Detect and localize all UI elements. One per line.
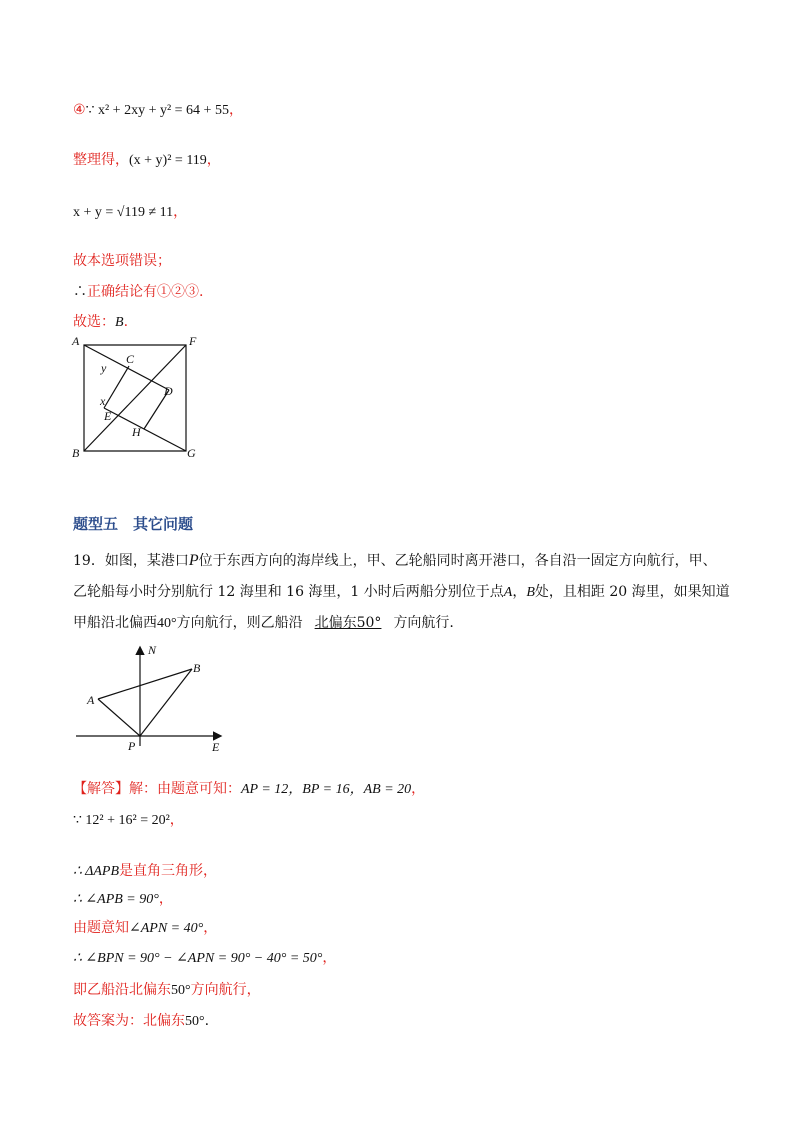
text: 处，且相距 20 海里，如果知道 — [534, 584, 730, 600]
text: 是直角三角形， — [119, 863, 218, 879]
solution-tag: 【解答】 — [73, 781, 129, 797]
math-expression: (x + y)² = 119 — [129, 153, 207, 168]
math-expression: ∵ x² + 2xy + y² = 64 + 55 — [85, 103, 229, 118]
segment-AB — [98, 669, 192, 699]
math-expression: ∴ ΔAPB — [73, 864, 120, 879]
punctuation: ， — [322, 950, 337, 966]
segment-PB — [140, 669, 192, 736]
label-A: A — [87, 693, 95, 707]
solution-line-5 — [73, 918, 217, 939]
text: 方向航行， — [190, 982, 261, 998]
text: 正确结论有①②③. — [87, 284, 204, 300]
math-expression: ∵ 12² + 16² = 20² — [73, 813, 170, 828]
solution-line-4 — [73, 889, 173, 910]
label-D: D — [164, 384, 173, 398]
segment-PA — [98, 699, 140, 736]
punctuation: ， — [203, 920, 218, 936]
text: 方向航行. — [393, 615, 454, 631]
line-simplify — [73, 150, 221, 171]
math-expression: ∴ ∠BPN = 90° − ∠APN = 90° − 40° = 50° — [73, 951, 323, 966]
text: 即乙船沿北偏东 — [73, 982, 171, 998]
solution-line-8 — [73, 1011, 209, 1032]
angle: 40° — [157, 616, 177, 631]
label-G: G — [187, 446, 196, 460]
point-A: A — [503, 585, 513, 600]
problem-line-1 — [73, 551, 717, 571]
label-C: C — [126, 352, 135, 366]
label: 整理得， — [73, 152, 129, 168]
punctuation: . — [123, 314, 129, 330]
math-expression: ∠APN = 40° — [129, 921, 204, 936]
line-C-H — [104, 366, 129, 408]
punctuation: . — [204, 1013, 210, 1029]
line-correct-statements — [73, 282, 203, 302]
text: 乙轮船每小时分别航行 12 海里和 16 海里，1 小时后两船分别位于点 — [73, 584, 504, 600]
angle: 50° — [171, 983, 191, 998]
section-title: 题型五 其它问题 — [73, 515, 194, 533]
line-expansion — [73, 100, 243, 121]
problem-line-3 — [73, 613, 454, 634]
punctuation: ， — [173, 204, 188, 220]
point-P: P — [188, 552, 199, 569]
label-A: A — [72, 334, 80, 348]
item-marker: ④ — [73, 102, 86, 118]
math-expression: ∴ ∠APB = 90° — [73, 892, 159, 907]
label: 故选： — [73, 314, 115, 330]
label-N: N — [148, 643, 157, 657]
text: 甲船沿北偏西 — [73, 615, 157, 631]
line-answer — [73, 312, 128, 333]
label-H: H — [132, 425, 141, 439]
punctuation: ， — [512, 584, 527, 600]
line-E-G — [104, 408, 186, 451]
line-sqrt — [73, 202, 187, 223]
therefore-symbol: ∴ — [73, 284, 87, 300]
answer-blank: 北偏东50° — [314, 615, 382, 631]
punctuation: ， — [206, 152, 221, 168]
angle: 50° — [185, 1014, 205, 1029]
text: 故答案为：北偏东 — [73, 1013, 185, 1029]
text: 19．如图，某港口 — [73, 553, 189, 569]
label-P: P — [128, 739, 136, 753]
text: 解：由题意可知： — [129, 781, 241, 797]
solution-line-1 — [73, 779, 425, 800]
label-x: x — [100, 394, 106, 408]
answer-letter: B — [115, 315, 124, 330]
compass-figure — [72, 642, 232, 757]
point-B: B — [526, 585, 535, 600]
line-conclusion: 故本选项错误； — [73, 253, 171, 269]
label-B: B — [72, 446, 80, 460]
square-figure — [66, 333, 206, 463]
solution-line-6 — [73, 948, 336, 969]
text: 方向航行，则乙船沿 — [176, 615, 303, 631]
text: 位于东西方向的海岸线上，甲、乙轮船同时离开港口，各自沿一固定方向航行，甲、 — [198, 553, 717, 569]
text: 由题意知 — [73, 920, 129, 936]
solution-line-2 — [73, 810, 184, 831]
solution-line-7 — [73, 980, 261, 1001]
punctuation: ， — [411, 781, 426, 797]
punctuation: ， — [169, 812, 184, 828]
label-E: E — [104, 409, 112, 423]
math-expression: x + y = √119 ≠ 11 — [73, 205, 174, 220]
label-B: B — [193, 661, 201, 675]
punctuation: ， — [228, 102, 243, 118]
label-F: F — [189, 334, 197, 348]
solution-line-3 — [73, 861, 217, 882]
label-E: E — [212, 740, 220, 754]
punctuation: ， — [158, 891, 173, 907]
math-expression: AP = 12，BP = 16，AB = 20 — [241, 782, 412, 797]
label-y: y — [101, 361, 107, 375]
problem-line-2 — [73, 582, 730, 603]
